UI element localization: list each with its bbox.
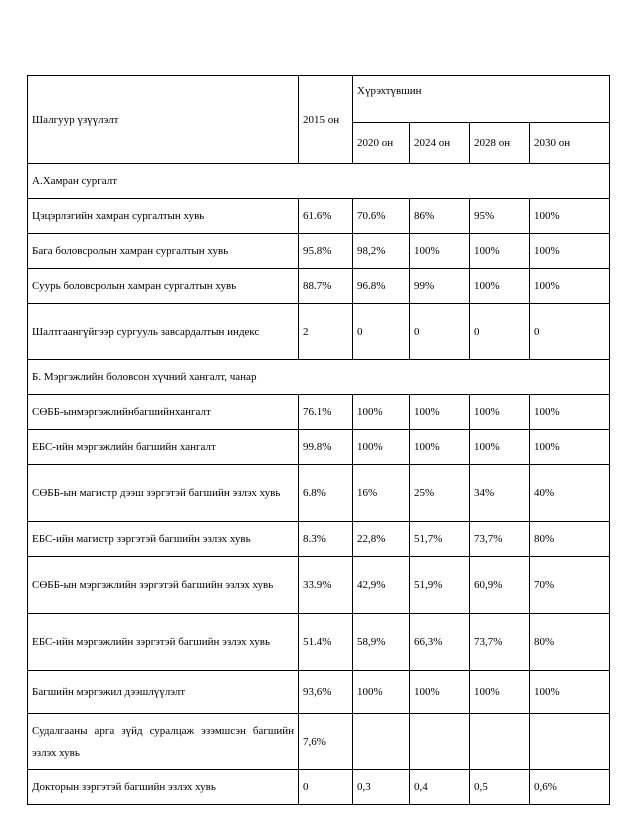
row-indicator: ЕБС-ийн мэргэжлийн багшийн хангалт — [28, 430, 299, 465]
row-value: 80% — [530, 614, 610, 671]
row-value: 100% — [530, 671, 610, 714]
row-value: 33.9% — [299, 557, 353, 614]
table-row — [28, 395, 610, 430]
row-value: 99.8% — [299, 430, 353, 465]
table-row — [28, 770, 610, 805]
table-row — [28, 557, 610, 614]
header-year: 2028 он — [470, 123, 530, 164]
table-row — [28, 269, 610, 304]
row-indicator: Бага боловсролын хамран сургалтын хувь — [28, 234, 299, 269]
row-value: 60,9% — [470, 557, 530, 614]
row-value: 100% — [530, 234, 610, 269]
row-value — [470, 714, 530, 770]
row-value: 70.6% — [353, 199, 410, 234]
row-value: 61.6% — [299, 199, 353, 234]
row-value: 42,9% — [353, 557, 410, 614]
row-value: 73,7% — [470, 522, 530, 557]
row-value: 100% — [410, 671, 470, 714]
header-base-year: 2015 он — [299, 76, 353, 164]
indicator-table — [27, 75, 610, 805]
header-year: 2024 он — [410, 123, 470, 164]
row-value: 100% — [470, 269, 530, 304]
row-value: 73,7% — [470, 614, 530, 671]
row-indicator: Багшийн мэргэжил дээшлүүлэлт — [28, 671, 299, 714]
section-title: А.Хамран сургалт — [28, 164, 610, 199]
row-value: 0,5 — [470, 770, 530, 805]
row-value: 100% — [470, 671, 530, 714]
row-value: 0 — [410, 304, 470, 360]
row-value: 93,6% — [299, 671, 353, 714]
row-value: 100% — [353, 395, 410, 430]
row-value: 86% — [410, 199, 470, 234]
row-value: 25% — [410, 465, 470, 522]
row-value: 88.7% — [299, 269, 353, 304]
row-indicator: Шалтгаангүйгээр сургууль завсардалтын индекс — [28, 304, 299, 360]
header-target-group: Хүрэхтүвшин — [353, 76, 610, 123]
table-row — [28, 304, 610, 360]
section-title: Б. Мэргэжлийн боловсон хүчний хангалт, чанар — [28, 360, 610, 395]
row-value: 51,7% — [410, 522, 470, 557]
row-indicator: СӨББ-ын магистр дээш зэргэтэй багшийн эзлэх хувь — [28, 465, 299, 522]
row-value: 0 — [353, 304, 410, 360]
row-value: 76.1% — [299, 395, 353, 430]
row-value: 100% — [353, 430, 410, 465]
row-value: 66,3% — [410, 614, 470, 671]
row-value: 6.8% — [299, 465, 353, 522]
row-value: 7,6% — [299, 714, 353, 770]
row-value: 80% — [530, 522, 610, 557]
header-year: 2030 он — [530, 123, 610, 164]
row-value: 100% — [470, 430, 530, 465]
row-value: 8.3% — [299, 522, 353, 557]
table-row — [28, 199, 610, 234]
table-row — [28, 671, 610, 714]
row-value: 0 — [299, 770, 353, 805]
row-value: 100% — [410, 430, 470, 465]
row-indicator: СӨББ-ынмэргэжлийнбагшийнхангалт — [28, 395, 299, 430]
table-row — [28, 522, 610, 557]
row-value: 2 — [299, 304, 353, 360]
row-value: 100% — [530, 199, 610, 234]
row-value: 51.4% — [299, 614, 353, 671]
row-value — [530, 714, 610, 770]
table-row — [28, 234, 610, 269]
row-value: 100% — [530, 269, 610, 304]
header-indicator: Шалгуур үзүүлэлт — [28, 76, 299, 164]
row-indicator: Докторын зэргэтэй багшийн эзлэх хувь — [28, 770, 299, 805]
row-value: 100% — [530, 430, 610, 465]
row-value: 100% — [530, 395, 610, 430]
row-value: 0,4 — [410, 770, 470, 805]
row-value: 0,6% — [530, 770, 610, 805]
row-value: 58,9% — [353, 614, 410, 671]
row-value: 100% — [410, 234, 470, 269]
row-indicator: ЕБС-ийн мэргэжлийн зэргэтэй багшийн эзлэх хувь — [28, 614, 299, 671]
section-row — [28, 164, 610, 199]
row-value — [410, 714, 470, 770]
row-value: 0 — [470, 304, 530, 360]
table-row — [28, 614, 610, 671]
row-value: 22,8% — [353, 522, 410, 557]
row-value: 98,2% — [353, 234, 410, 269]
table-row — [28, 430, 610, 465]
row-indicator: Цэцэрлэгийн хамран сургалтын хувь — [28, 199, 299, 234]
row-value: 0,3 — [353, 770, 410, 805]
table-header-row — [28, 76, 610, 123]
row-value: 40% — [530, 465, 610, 522]
row-indicator: Суурь боловсролын хамран сургалтын хувь — [28, 269, 299, 304]
row-value: 70% — [530, 557, 610, 614]
row-value: 51,9% — [410, 557, 470, 614]
row-indicator: СӨББ-ын мэргэжлийн зэргэтэй багшийн эзлэх хувь — [28, 557, 299, 614]
header-year: 2020 он — [353, 123, 410, 164]
row-indicator: Судалгааны арга зүйд суралцаж эзэмшсэн багшийн эзлэх хувь — [28, 714, 299, 770]
table-row — [28, 465, 610, 522]
row-value: 16% — [353, 465, 410, 522]
row-value: 95.8% — [299, 234, 353, 269]
row-value: 100% — [470, 234, 530, 269]
row-value: 100% — [353, 671, 410, 714]
row-value: 100% — [410, 395, 470, 430]
section-row — [28, 360, 610, 395]
row-value: 96.8% — [353, 269, 410, 304]
row-value — [353, 714, 410, 770]
row-indicator: ЕБС-ийн магистр зэргэтэй багшийн эзлэх хувь — [28, 522, 299, 557]
row-value: 95% — [470, 199, 530, 234]
table-row — [28, 714, 610, 770]
row-value: 99% — [410, 269, 470, 304]
row-value: 100% — [470, 395, 530, 430]
row-value: 34% — [470, 465, 530, 522]
row-value: 0 — [530, 304, 610, 360]
